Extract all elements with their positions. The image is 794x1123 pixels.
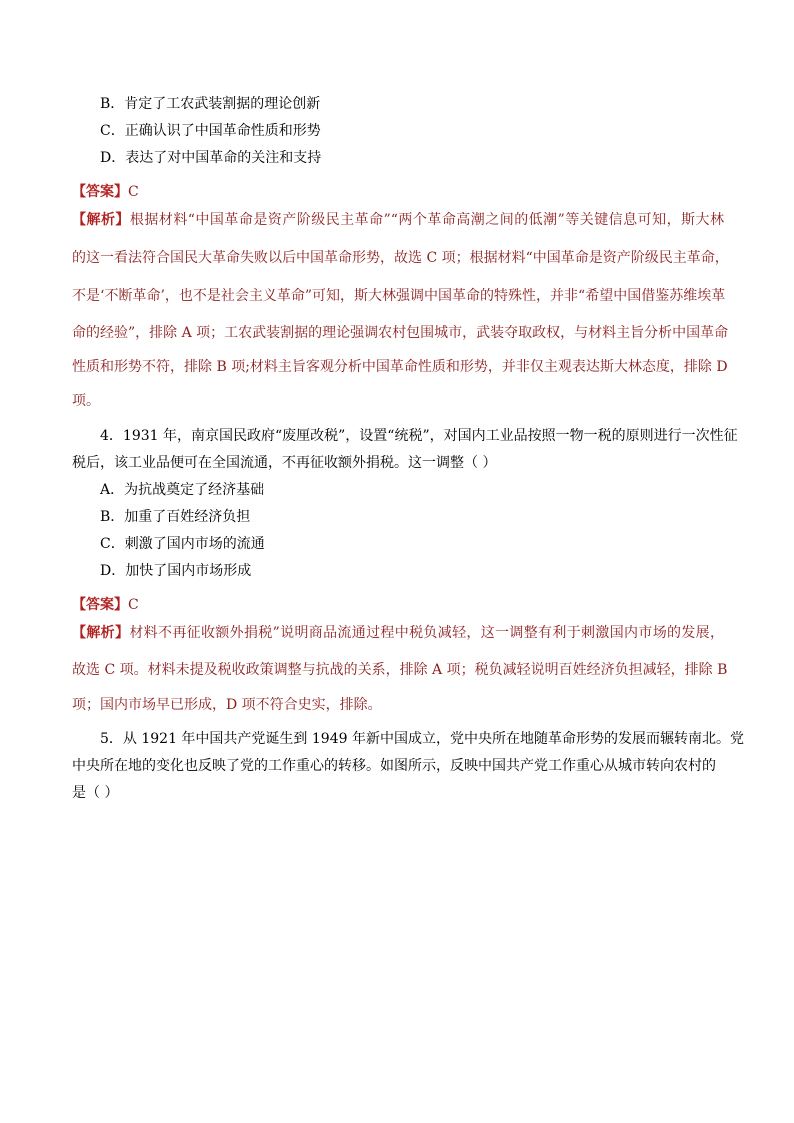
q4-option-a: A．为抗战奠定了经济基础 bbox=[100, 482, 265, 498]
q4-stem-line-2: 税后，该工业品便可在全国流通，不再征收额外捐税。这一调整（ ） bbox=[72, 455, 497, 471]
q3-analysis-line-1 bbox=[72, 210, 724, 230]
q3-option-c: C．正确认识了中国革命性质和形势 bbox=[100, 123, 321, 139]
q3-analysis-line-6: 项。 bbox=[72, 393, 100, 409]
answer-value: C bbox=[128, 184, 139, 200]
q3-analysis-line-3: 不是‘不断革命’，也不是社会主义革命”可知，斯大林强调中国革命的特殊性，并非“希望中国借鉴苏维埃革 bbox=[72, 288, 726, 304]
answer-tag: 【答案】 bbox=[72, 597, 128, 613]
q3-analysis-line-4: 命的经验”，排除 A 项；工农武装割据的理论强调农村包围城市，武装夺取政权，与材料主旨分析中国革命 bbox=[72, 325, 729, 341]
q3-analysis-line-2: 的这一看法符合国民大革命失败以后中国革命形势，故选 C 项；根据材料“中国革命是资产阶级民主革命， bbox=[72, 250, 729, 266]
q4-analysis-line-1 bbox=[72, 623, 724, 643]
q3-option-d: D．表达了对中国革命的关注和支持 bbox=[100, 150, 322, 166]
analysis-text: 根据材料“中国革命是资产阶级民主革命”“两个革命高潮之间的低潮”等关键信息可知，斯大林 bbox=[129, 212, 724, 228]
q4-analysis-line-2: 故选 C 项。材料未提及税收政策调整与抗战的关系，排除 A 项；税负减轻说明百姓经济负担减轻，排除 B bbox=[72, 662, 728, 678]
q4-stem-line-1: 4．1931 年，南京国民政府“废厘改税”，设置“统税”，对国内工业品按照一物一税的原则进行一次性征 bbox=[100, 428, 738, 444]
q4-option-c: C．刺激了国内市场的流通 bbox=[100, 536, 265, 552]
q5-stem-line-1: 5．从 1921 年中国共产党诞生到 1949 年新中国成立，党中央所在地随革命形势的发展而辗转南北。党 bbox=[100, 731, 744, 747]
analysis-text: 材料不再征收额外捐税”说明商品流通过程中税负减轻，这一调整有利于刺激国内市场的发展， bbox=[129, 625, 725, 641]
q4-option-b: B．加重了百姓经济负担 bbox=[100, 509, 251, 525]
q3-answer bbox=[72, 182, 724, 202]
q3-analysis-line-5: 性质和形势不符，排除 B 项;材料主旨客观分析中国革命性质和形势，并非仅主观表达斯大林态度，排除 D bbox=[72, 359, 728, 375]
q3-option-b: B．肯定了工农武装割据的理论创新 bbox=[100, 96, 321, 112]
q4-answer bbox=[72, 595, 724, 615]
q5-stem-line-3: 是（ ） bbox=[72, 785, 119, 801]
answer-value: C bbox=[128, 597, 139, 613]
analysis-tag: 【解析】 bbox=[72, 212, 130, 228]
q4-option-d: D．加快了国内市场形成 bbox=[100, 563, 252, 579]
answer-tag: 【答案】 bbox=[72, 184, 128, 200]
analysis-tag: 【解析】 bbox=[72, 625, 130, 641]
q4-analysis-line-3: 项；国内市场早已形成，D 项不符合史实，排除。 bbox=[72, 697, 382, 713]
q5-stem-line-2: 中央所在地的变化也反映了党的工作重心的转移。如图所示，反映中国共产党工作重心从城市转向农村的 bbox=[72, 758, 716, 774]
